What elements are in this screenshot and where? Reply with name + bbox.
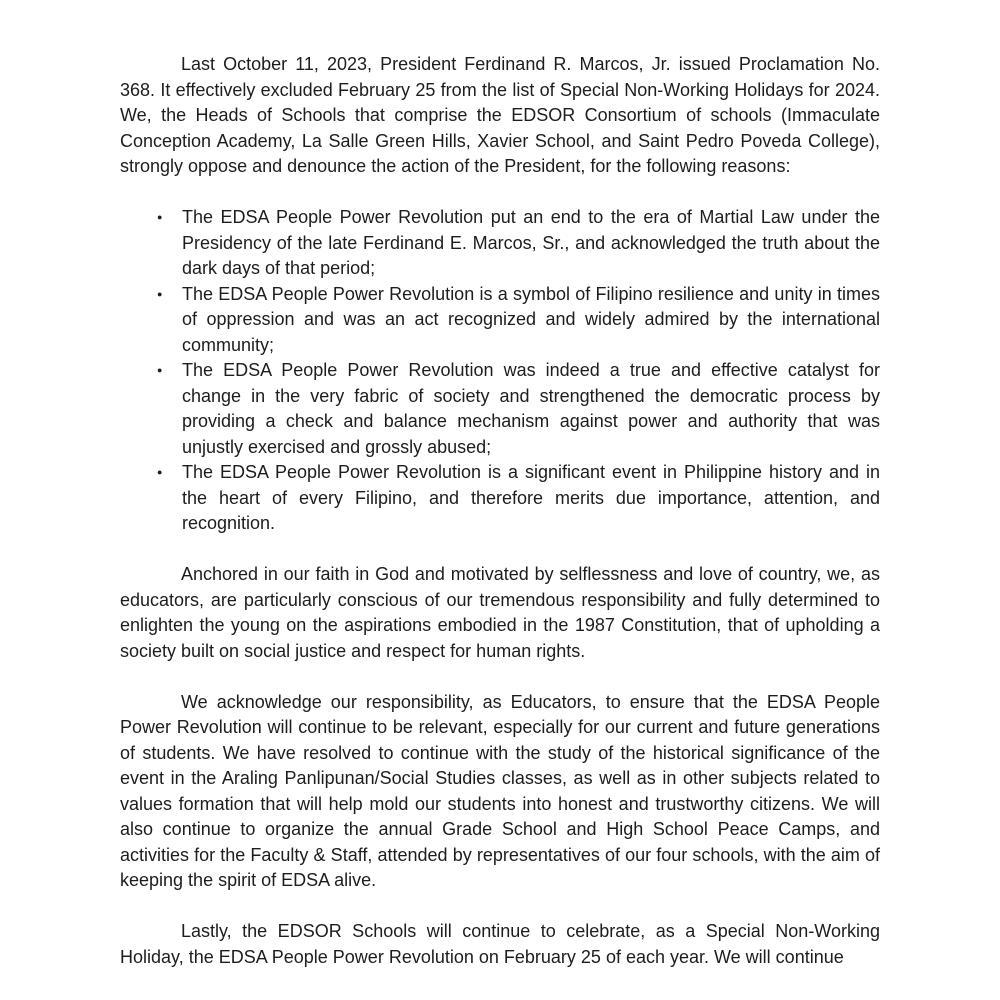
bullet-icon: ● [157, 212, 163, 222]
faith-paragraph: Anchored in our faith in God and motivated by selflessness and love of country, we, as educators, are particularly conscious of our tremendous responsibility and fully determined to enlighten the young on the aspirations embodied in the 1987 Constitution, that of upholding a society built on social justice and respect for human rights. [120, 564, 880, 661]
bullet-icon: ● [157, 365, 163, 375]
responsibility-paragraph: We acknowledge our responsibility, as Educators, to ensure that the EDSA People Power Revolution will continue to be relevant, especially for our current and future generations of students. We have resolved to continue with the study of the historical significance of the event in the Araling Panlipunan/Social Studies classes, as well as in other subjects related to values formation that will help mold our students into honest and trustworthy citizens. We will also continue to organize the annual Grade School and High School Peace Camps, and activities for the Faculty & Staff, attended by representatives of our four schools, with the aim of keeping the spirit of EDSA alive. [120, 691, 880, 890]
closing-paragraph-cutoff: Lastly, the EDSOR Schools will continue to celebrate, as a Special Non-Working Holiday, the EDSA People Power Revolution on February 25 of each year. We will continue [120, 921, 880, 967]
list-item [120, 205, 880, 282]
opening-paragraph: Last October 11, 2023, President Ferdinand R. Marcos, Jr. issued Proclamation No. 368. It effectively excluded February 25 from the list of Special Non-Working Holidays for 2024. We, the Heads of Schools that comprise the EDSOR Consortium of schools (Immaculate Conception Academy, La Salle Green Hills, Xavier School, and Saint Pedro Poveda College), strongly oppose and denounce the action of the President, for the following reasons: [120, 54, 880, 176]
bullet-text-resilience: The EDSA People Power Revolution is a symbol of Filipino resilience and unity in times of oppression and was an act recognized and widely admired by the international community; [182, 283, 880, 355]
bullet-text-catalyst: The EDSA People Power Revolution was indeed a true and effective catalyst for change in the very fabric of society and strengthened the democratic process by providing a check and balance mechanism against power and authority that was unjustly exercised and grossly abused; [182, 360, 880, 457]
list-item [120, 358, 880, 460]
reasons-bullet-list [120, 205, 880, 537]
bullet-text-martial-law: The EDSA People Power Revolution put an end to the era of Martial Law under the Presidency of the late Ferdinand E. Marcos, Sr., and acknowledged the truth about the dark days of that period; [182, 207, 880, 278]
bullet-icon: ● [157, 288, 163, 299]
bullet-text-significant-event: The EDSA People Power Revolution is a significant event in Philippine history and in the heart of every Filipino, and therefore merits due importance, attention, and recognition. [182, 462, 880, 533]
list-item [120, 282, 880, 359]
list-item [120, 460, 880, 537]
bullet-icon: ● [157, 467, 163, 477]
